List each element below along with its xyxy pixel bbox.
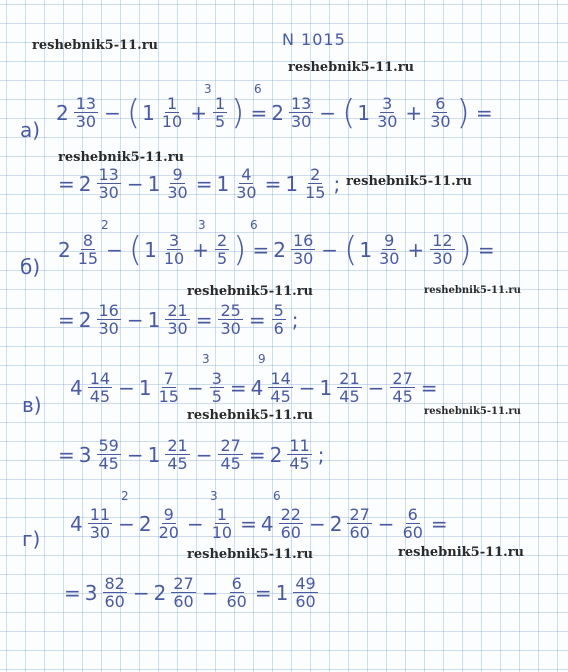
watermark: reshebnik5-11.ru bbox=[288, 60, 415, 75]
fraction: $\frac{13}{30}$ bbox=[290, 94, 312, 131]
fraction: $\frac{21}{45}$ bbox=[339, 369, 360, 406]
item-label-b: б) bbox=[20, 255, 41, 279]
fraction: $\frac{13}{30}$ bbox=[98, 165, 119, 202]
fraction: $\frac{3}{5}$ bbox=[211, 369, 222, 406]
fraction: $\frac{3}{30}$ bbox=[377, 94, 398, 131]
fraction: $\frac{8}{15}$ bbox=[77, 231, 99, 268]
fraction: $\frac{82}{60}$ bbox=[104, 574, 125, 611]
fraction: $\frac{9}{30}$ bbox=[167, 165, 188, 202]
item-label-v: в) bbox=[22, 393, 42, 417]
fraction: $\frac{2}{15}$ bbox=[305, 165, 326, 202]
watermark: reshebnik5-11.ru bbox=[398, 545, 525, 560]
fraction: $\frac{4}{30}$ bbox=[236, 165, 257, 202]
fraction: $\frac{6}{30}$ bbox=[430, 94, 451, 131]
multiplier: 3 bbox=[204, 82, 212, 96]
fraction: $\frac{14}{45}$ bbox=[89, 369, 111, 406]
multiplier: 3 bbox=[198, 218, 206, 232]
fraction: $\frac{12}{30}$ bbox=[432, 231, 453, 268]
fraction: $\frac{27}{60}$ bbox=[173, 574, 194, 611]
fraction: $\frac{7}{15}$ bbox=[158, 369, 179, 406]
fraction: $\frac{9}{30}$ bbox=[379, 231, 400, 268]
watermark: reshebnik5-11.ru bbox=[58, 150, 185, 165]
fraction: $\frac{14}{45}$ bbox=[270, 369, 291, 406]
fraction: $\frac{11}{30}$ bbox=[89, 505, 111, 542]
multiplier: 6 bbox=[273, 489, 281, 503]
watermark: reshebnik5-11.ru bbox=[187, 547, 314, 562]
fraction: $\frac{27}{45}$ bbox=[220, 436, 241, 473]
multiplier: 2 bbox=[101, 218, 109, 232]
fraction: $\frac{1}{10}$ bbox=[211, 505, 233, 542]
fraction: $\frac{6}{60}$ bbox=[402, 505, 423, 542]
fraction: $\frac{21}{30}$ bbox=[167, 301, 188, 338]
fraction: $\frac{59}{45}$ bbox=[98, 436, 119, 473]
watermark: reshebnik5-11.ru bbox=[187, 408, 314, 423]
fraction: $\frac{1}{10}$ bbox=[161, 94, 183, 131]
fraction: $\frac{1}{5}$ bbox=[214, 94, 226, 131]
fraction: $\frac{21}{45}$ bbox=[167, 436, 188, 473]
fraction: $\frac{27}{60}$ bbox=[349, 505, 370, 542]
item-label-a: а) bbox=[20, 118, 41, 142]
multiplier: 3 bbox=[210, 489, 218, 503]
watermark: reshebnik5-11.ru bbox=[32, 38, 159, 53]
fraction: $\frac{11}{45}$ bbox=[289, 436, 310, 473]
item-label-g: г) bbox=[22, 527, 41, 551]
multiplier: 6 bbox=[250, 218, 258, 232]
expression-line-b2: = 2 $\frac{16}{30}$ − 1 $\frac{21}{30}$ = $\frac{25}{30}$ = $\frac{5}{6}$ ; bbox=[58, 301, 299, 338]
expression-line-a2: = 2 $\frac{13}{30}$ − 1 $\frac{9}{30}$ = 1 $\frac{4}{30}$ = 1 $\frac{2}{15}$ ; bbox=[58, 165, 341, 202]
fraction: $\frac{6}{60}$ bbox=[226, 574, 247, 611]
fraction: $\frac{16}{30}$ bbox=[98, 301, 119, 338]
fraction: $\frac{25}{30}$ bbox=[220, 301, 241, 338]
multiplier: 2 bbox=[121, 489, 129, 503]
fraction: $\frac{22}{60}$ bbox=[280, 505, 301, 542]
expression-line-g2: = 3 $\frac{82}{60}$ − 2 $\frac{27}{60}$ − $\frac{6}{60}$ = 1 $\frac{49}{60}$ bbox=[64, 574, 316, 611]
watermark: reshebnik5-11.ru bbox=[424, 285, 521, 296]
expression-line-b1: 2 $\frac{8}{15}$ − ( 1 $\frac{3}{10}$ + $\frac{2}{5}$ ) = 2 $\frac{16}{30}$ − ( 1 $\frac{9}{30}$ + $\frac{12}{30}$ ) = bbox=[58, 229, 495, 270]
problem-number: N 1015 bbox=[282, 30, 346, 49]
fraction: $\frac{2}{5}$ bbox=[216, 231, 228, 268]
expression-line-g1: 4 $\frac{11}{30}$ − 2 $\frac{9}{20}$ − $\frac{1}{10}$ = 4 $\frac{22}{60}$ − 2 $\frac{27}{60}$ − $\frac{6}{60}$ = bbox=[70, 505, 448, 542]
expression-line-v1: 4 $\frac{14}{45}$ − 1 $\frac{7}{15}$ − $\frac{3}{5}$ = 4 $\frac{14}{45}$ − 1 $\frac{21}{45}$ − $\frac{27}{45}$ = bbox=[70, 369, 438, 406]
fraction: $\frac{5}{6}$ bbox=[273, 301, 284, 338]
fraction: $\frac{49}{60}$ bbox=[295, 574, 316, 611]
multiplier: 3 bbox=[202, 352, 210, 366]
multiplier: 9 bbox=[258, 352, 266, 366]
expression-line-v2: = 3 $\frac{59}{45}$ − 1 $\frac{21}{45}$ − $\frac{27}{45}$ = 2 $\frac{11}{45}$ ; bbox=[58, 436, 325, 473]
whole-number: 2 bbox=[56, 100, 69, 125]
watermark: reshebnik5-11.ru bbox=[424, 406, 521, 417]
watermark: reshebnik5-11.ru bbox=[187, 284, 314, 299]
expression-line-a1: 2 $\frac{13}{30}$ − ( 1 $\frac{1}{10}$ + $\frac{1}{5}$ ) = 2 $\frac{13}{30}$ − ( 1 $\frac{3}{30}$ + $\frac{6}{30}$ ) = bbox=[56, 92, 493, 133]
fraction: $\frac{3}{10}$ bbox=[163, 231, 185, 268]
watermark: reshebnik5-11.ru bbox=[346, 174, 473, 189]
fraction: $\frac{27}{45}$ bbox=[392, 369, 413, 406]
fraction: $\frac{9}{20}$ bbox=[158, 505, 179, 542]
fraction: $\frac{16}{30}$ bbox=[292, 231, 314, 268]
fraction: $\frac{13}{30}$ bbox=[75, 94, 97, 131]
multiplier: 6 bbox=[254, 82, 262, 96]
